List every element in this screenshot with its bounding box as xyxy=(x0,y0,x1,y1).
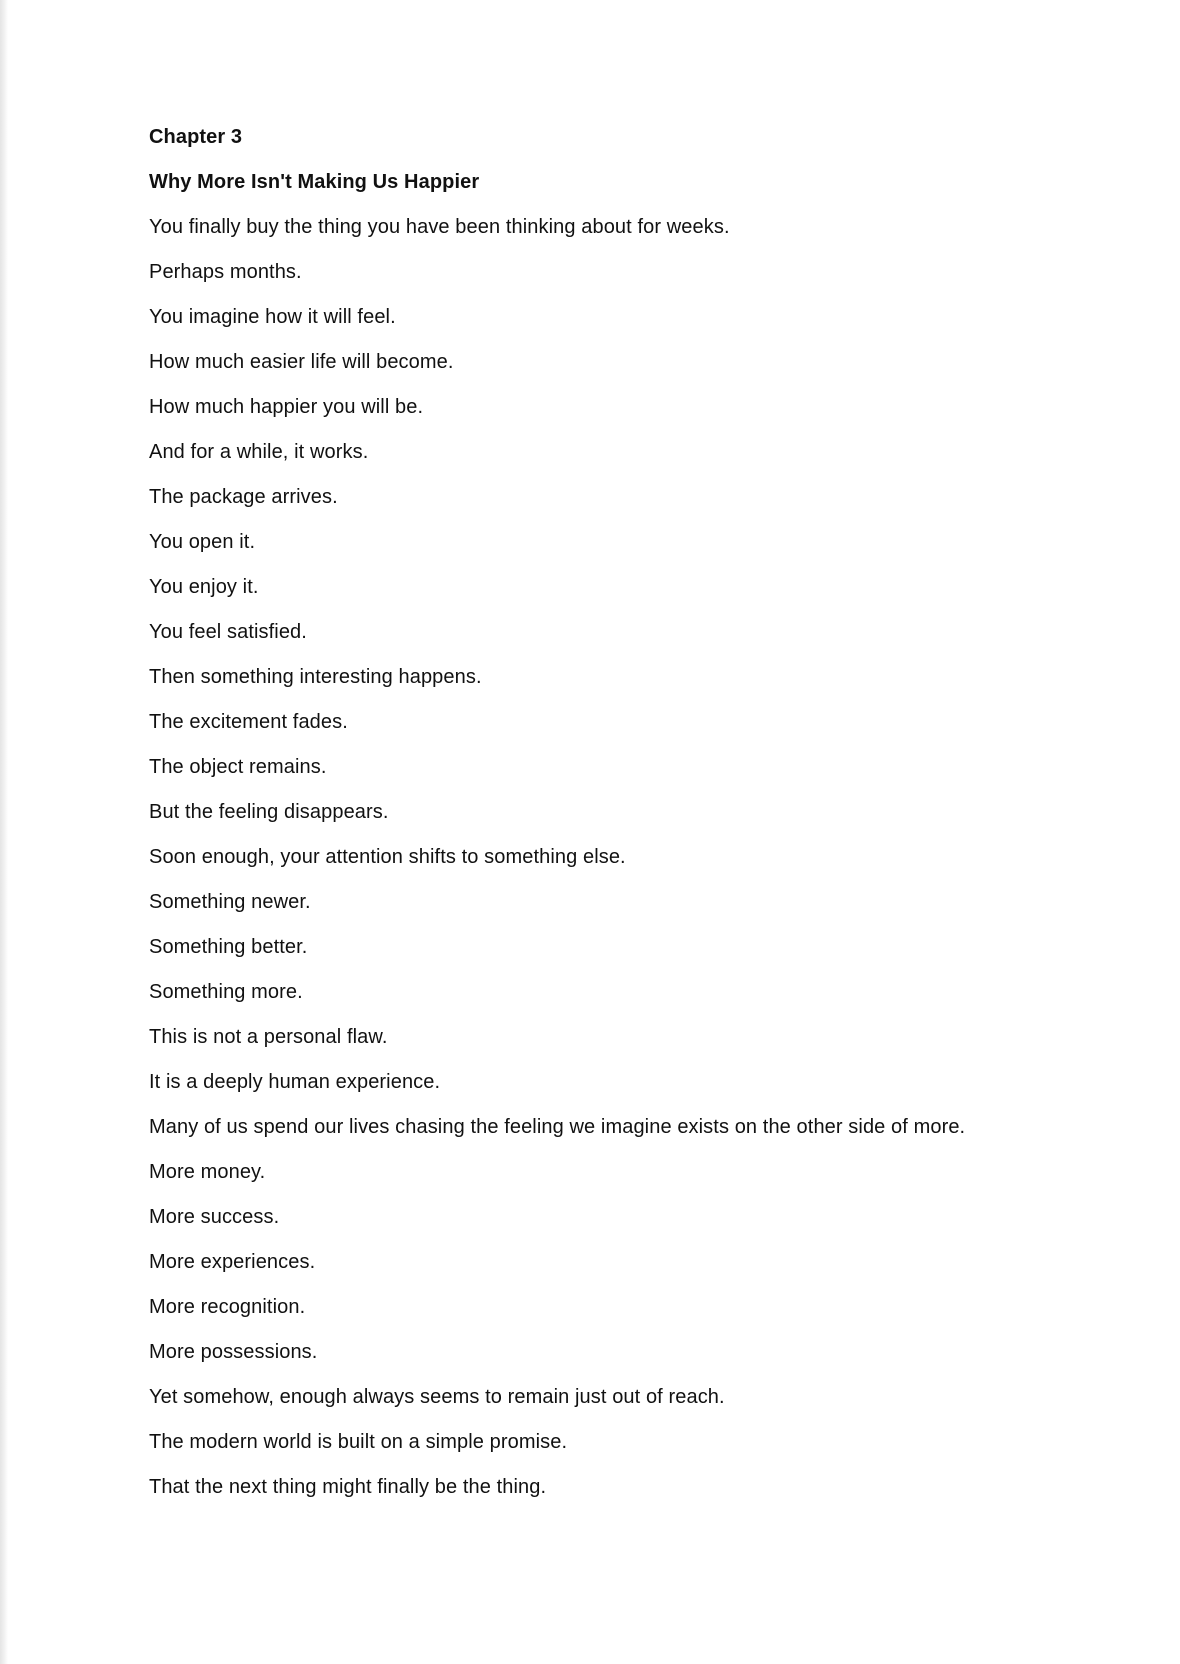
paragraph: More money. xyxy=(149,1161,266,1183)
paragraph: Perhaps months. xyxy=(149,261,302,283)
paragraph: More possessions. xyxy=(149,1341,318,1363)
paragraph: The modern world is built on a simple promise. xyxy=(149,1431,568,1453)
paragraph: Something newer. xyxy=(149,891,311,913)
paragraph: More success. xyxy=(149,1206,280,1228)
paragraph: Then something interesting happens. xyxy=(149,666,482,688)
paragraph: You feel satisfied. xyxy=(149,621,307,643)
paragraph: Something more. xyxy=(149,981,303,1003)
paragraph: The object remains. xyxy=(149,756,327,778)
page-left-edge-shadow xyxy=(0,0,8,1664)
paragraph: The excitement fades. xyxy=(149,711,348,733)
paragraph: Many of us spend our lives chasing the feeling we imagine exists on the other side of more. xyxy=(149,1116,966,1138)
chapter-label: Chapter 3 xyxy=(149,126,243,148)
paragraph: This is not a personal flaw. xyxy=(149,1026,388,1048)
paragraph: Yet somehow, enough always seems to remain just out of reach. xyxy=(149,1386,725,1408)
paragraph: You imagine how it will feel. xyxy=(149,306,396,328)
document-body xyxy=(149,122,1149,1517)
paragraph: How much easier life will become. xyxy=(149,351,454,373)
paragraph: More experiences. xyxy=(149,1251,316,1273)
paragraph: You enjoy it. xyxy=(149,576,259,598)
chapter-title: Why More Isn't Making Us Happier xyxy=(149,171,480,193)
paragraph: And for a while, it works. xyxy=(149,441,369,463)
paragraph: You finally buy the thing you have been thinking about for weeks. xyxy=(149,216,730,238)
paragraph: Soon enough, your attention shifts to something else. xyxy=(149,846,626,868)
paragraph: The package arrives. xyxy=(149,486,338,508)
paragraph: Something better. xyxy=(149,936,308,958)
paragraph: You open it. xyxy=(149,531,256,553)
paragraph: But the feeling disappears. xyxy=(149,801,389,823)
paragraph: More recognition. xyxy=(149,1296,306,1318)
paragraph: That the next thing might finally be the thing. xyxy=(149,1476,547,1498)
paragraph: It is a deeply human experience. xyxy=(149,1071,441,1093)
paragraph: How much happier you will be. xyxy=(149,396,424,418)
